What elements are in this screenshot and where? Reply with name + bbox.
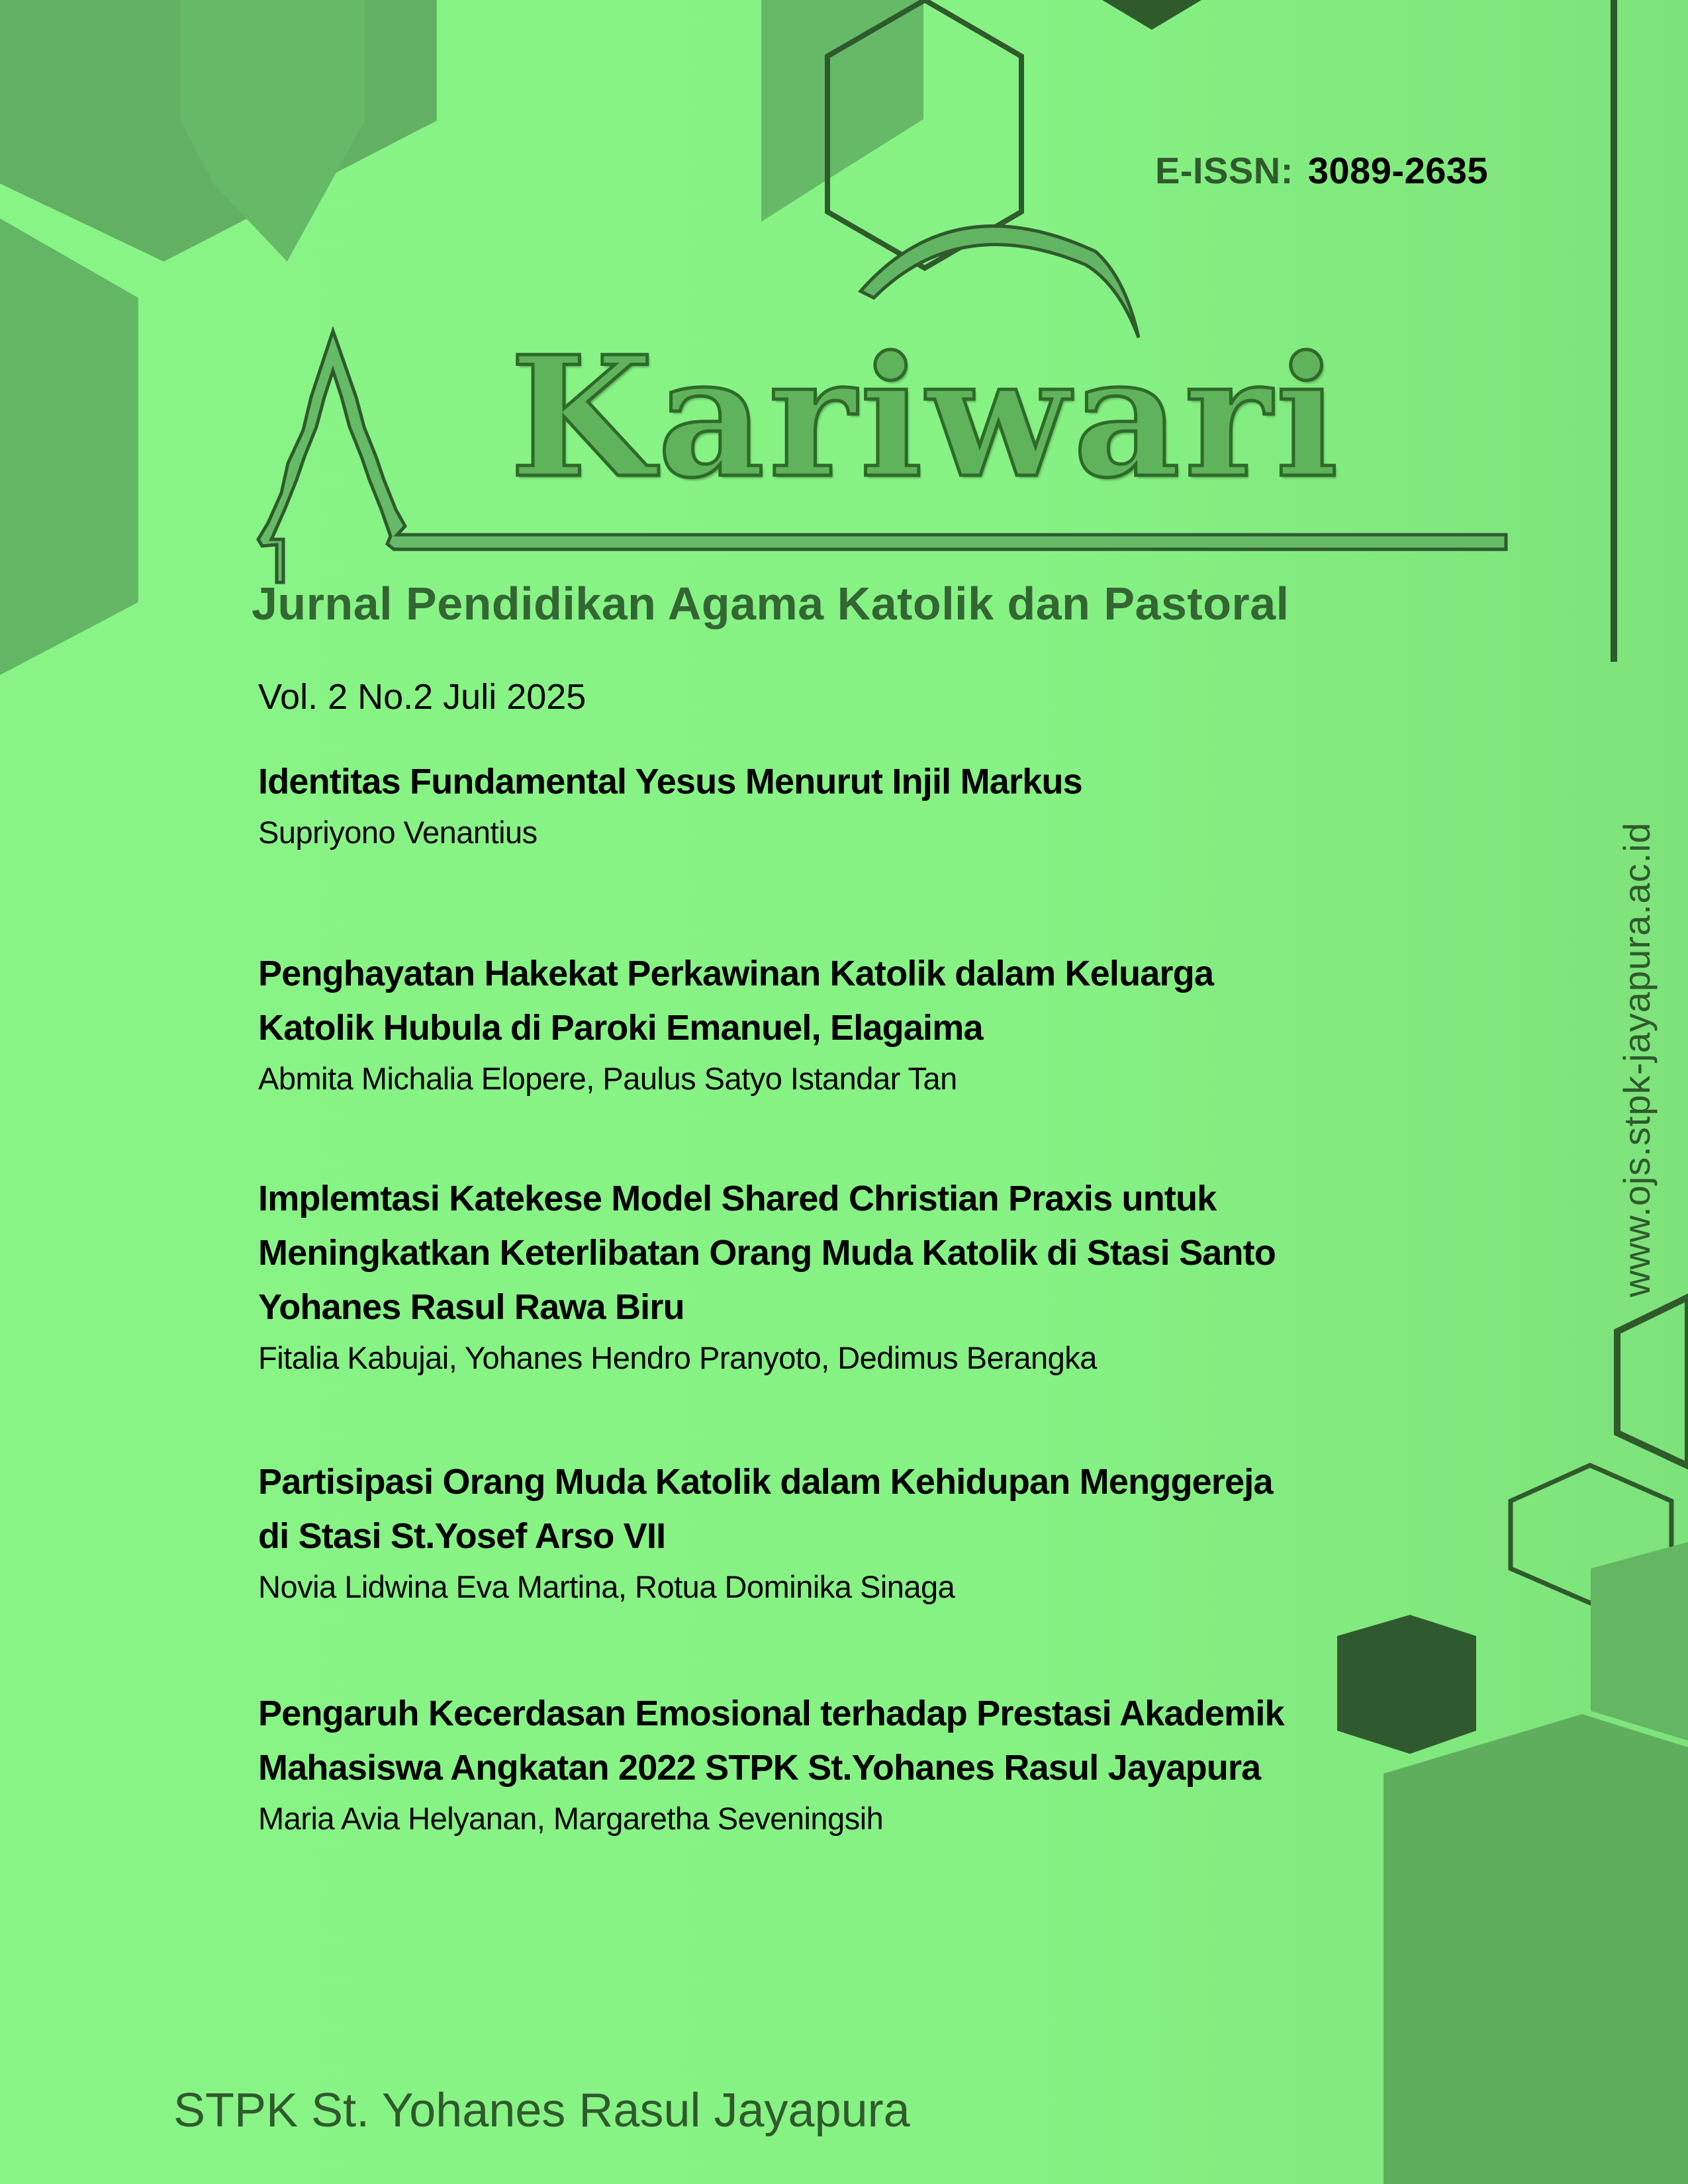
article-title: di Stasi St.Yosef Arso VII: [258, 1516, 666, 1556]
issn-block: [1155, 149, 1488, 192]
volume-issue: Vol. 2 No.2 Juli 2025: [258, 677, 586, 717]
article-entry: [258, 1171, 1450, 1382]
article-entry: [258, 754, 1450, 856]
journal-title: Kariwari: [510, 320, 1342, 514]
article-authors: Novia Lidwina Eva Martina, Rotua Dominika Sinaga: [258, 1569, 955, 1604]
article-title: Partisipasi Orang Muda Katolik dalam Kehidupan Menggereja: [258, 1462, 1273, 1502]
article-authors: Supriyono Venantius: [258, 815, 538, 850]
article-title: Pengaruh Kecerdasan Emosional terhadap Prestasi Akademik: [258, 1694, 1284, 1733]
issn-label: E-ISSN:: [1155, 150, 1293, 191]
article-title: Meningkatkan Keterlibatan Orang Muda Katolik di Stasi Santo: [258, 1233, 1276, 1273]
article-authors: Abmita Michalia Elopere, Paulus Satyo Istandar Tan: [258, 1061, 957, 1096]
article-entry: [258, 1455, 1450, 1611]
article-authors: Fitalia Kabujai, Yohanes Hendro Pranyoto, Dedimus Berangka: [258, 1340, 1097, 1375]
article-entry: [258, 1686, 1450, 1843]
issn-value: 3089-2635: [1307, 150, 1489, 191]
website-url: www.ojs.stpk-jayapura.ac.id: [1616, 822, 1658, 1297]
article-title: Identitas Fundamental Yesus Menurut Injil Markus: [258, 762, 1082, 801]
article-title: Mahasiswa Angkatan 2022 STPK St.Yohanes Rasul Jayapura: [258, 1748, 1261, 1788]
publisher-name: STPK St. Yohanes Rasul Jayapura: [173, 2084, 910, 2137]
article-title: Penghayatan Hakekat Perkawinan Katolik dalam Keluarga: [258, 954, 1214, 993]
journal-subtitle: Jurnal Pendidikan Agama Katolik dan Pastoral: [252, 578, 1289, 629]
article-authors: Maria Avia Helyanan, Margaretha Seveningsih: [258, 1801, 884, 1836]
article-title: Katolik Hubula di Paroki Emanuel, Elagaima: [258, 1008, 983, 1048]
article-title: Implemtasi Katekese Model Shared Christian Praxis untuk: [258, 1179, 1217, 1218]
article-entry: [258, 946, 1450, 1103]
article-title: Yohanes Rasul Rawa Biru: [258, 1287, 684, 1327]
